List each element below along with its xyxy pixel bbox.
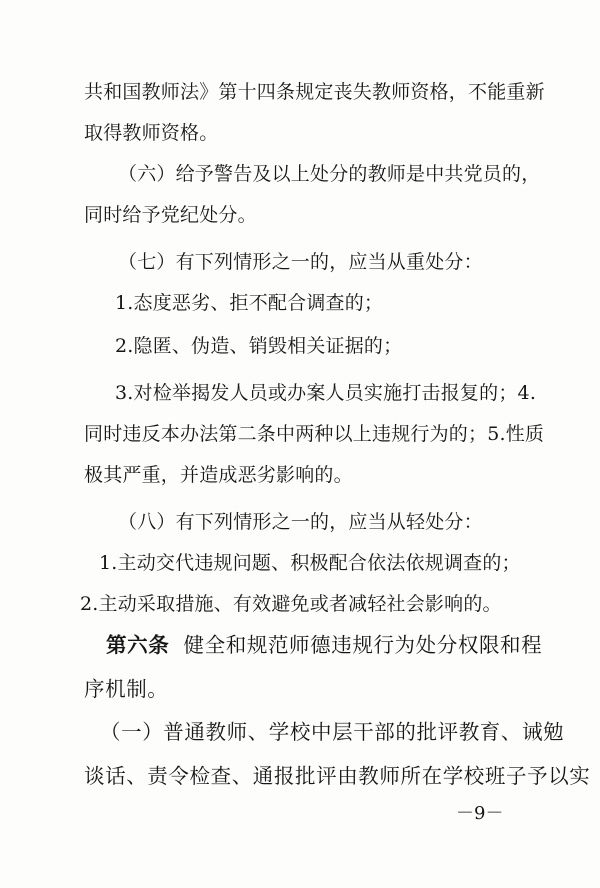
text-line: （一）普通教师、学校中层干部的批评教育、诫勉 <box>100 720 565 744</box>
text-line: （六）给予警告及以上处分的教师是中共党员的， <box>118 163 541 185</box>
text-line: 1.态度恶劣、拒不配合调查的； <box>115 292 384 314</box>
text-line: （七）有下列情形之一的，应当从重处分： <box>118 251 483 273</box>
text-line: 1.主动交代违规问题、积极配合依法依规调查的； <box>99 552 521 574</box>
text-line: 序机制。 <box>84 677 169 701</box>
text-line: 2.主动采取措施、有效避免或者减轻社会影响的。 <box>80 593 502 615</box>
text-line: （八）有下列情形之一的，应当从轻处分： <box>118 511 483 533</box>
text-line: 健全和规范师德违规行为处分权限和程 <box>183 633 543 657</box>
article-heading-line <box>106 632 542 658</box>
text-line: 3.对检举揭发人员或办案人员实施打击报复的；4. <box>115 382 537 404</box>
page-number: －9－ <box>456 803 504 824</box>
text-line: 取得教师资格。 <box>84 122 219 144</box>
text-line: 同时给予党纪处分。 <box>84 204 257 226</box>
text-line: 极其严重，并造成恶劣影响的。 <box>84 464 353 486</box>
text-line: 共和国教师法》第十四条规定丧失教师资格，不能重新 <box>84 81 545 103</box>
text-line: 2.隐匿、伪造、销毁相关证据的； <box>115 335 403 357</box>
text-line: 谈话、责令检查、通报批评由教师所在学校班子予以实 <box>84 764 591 788</box>
text-line: 同时违反本办法第二条中两种以上违规行为的；5.性质 <box>84 423 545 445</box>
article-label: 第六条 <box>106 633 170 657</box>
